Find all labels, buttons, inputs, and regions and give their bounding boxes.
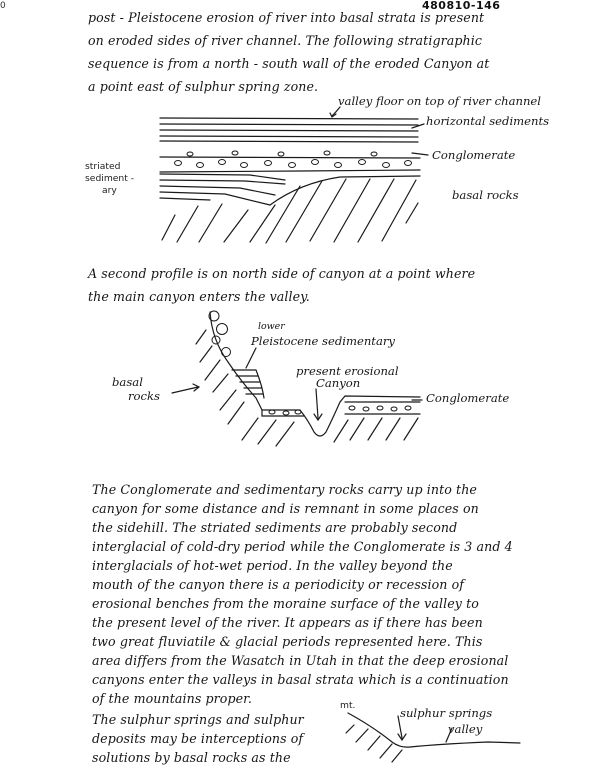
para4-line-2: deposits may be interceptions of: [92, 731, 304, 746]
document-number: 480810-146: [422, 0, 501, 12]
label-present-erosional: present erosional: [296, 364, 399, 378]
label-rocks: rocks: [128, 389, 160, 403]
label-mt: mt.: [340, 700, 356, 711]
label-conglomerate-1: Conglomerate: [432, 148, 516, 162]
para1-line-3: sequence is from a north - south wall of the eroded Canyon at: [88, 56, 490, 71]
para3-line-6: mouth of the canyon there is a periodicity or recession of: [92, 577, 465, 592]
para3-line-3: the sidehill. The striated sediments are probably second: [92, 520, 458, 535]
para3-line-5: interglacials of hot-wet period. In the valley beyond the: [92, 558, 453, 573]
para3-line-10: area differs from the Wasatch in Utah in that the deep erosional: [92, 653, 509, 668]
label-horizontal-sediments: horizontal sediments: [426, 114, 550, 128]
para1-line-1: post - Pleistocene erosion of river into basal strata is present: [88, 10, 485, 25]
label-sulphur-springs: sulphur springs: [400, 706, 493, 720]
para2-line-2: the main canyon enters the valley.: [88, 289, 310, 304]
para3-line-1: The Conglomerate and sedimentary rocks carry up into the: [92, 482, 477, 497]
para3-line-2: canyon for some distance and is remnant in some places on: [92, 501, 479, 516]
label-valley-floor: valley floor on top of river channel: [338, 94, 541, 108]
para4-line-1: The sulphur springs and sulphur: [92, 712, 304, 727]
label-basal: basal: [112, 375, 143, 389]
label-striated-1: striated: [85, 161, 121, 172]
para4-line-3: solutions by basal rocks as the: [92, 750, 291, 765]
label-conglomerate-2: Conglomerate: [426, 391, 510, 405]
label-striated-3: ary: [102, 185, 117, 196]
label-basal-rocks-1: basal rocks: [452, 188, 519, 202]
label-striated-2: sediment -: [85, 173, 135, 184]
label-valley: valley: [448, 722, 483, 736]
para1-line-2: on eroded sides of river channel. The following stratigraphic: [88, 33, 482, 48]
para3-line-8: the present level of the river. It appears as if there has been: [92, 615, 483, 630]
para3-line-11: canyons enter the valleys in basal strata which is a continuation: [92, 672, 509, 687]
label-lower: lower: [258, 321, 285, 332]
page-corner-mark: 0: [0, 1, 6, 11]
para2-line-1: A second profile is on north side of canyon at a point where: [88, 266, 476, 281]
para3-line-9: two great fluviatile & glacial periods represented here. This: [92, 634, 483, 649]
para1-line-4: a point east of sulphur spring zone.: [88, 79, 319, 94]
para3-line-12: of the mountains proper.: [92, 691, 253, 706]
label-pleistocene-sedimentary: Pleistocene sedimentary: [251, 334, 395, 348]
label-canyon: Canyon: [316, 376, 361, 390]
para3-line-7: erosional benches from the moraine surface of the valley to: [92, 596, 479, 611]
para3-line-4: interglacial of cold-dry period while the Conglomerate is 3 and 4: [92, 539, 513, 554]
